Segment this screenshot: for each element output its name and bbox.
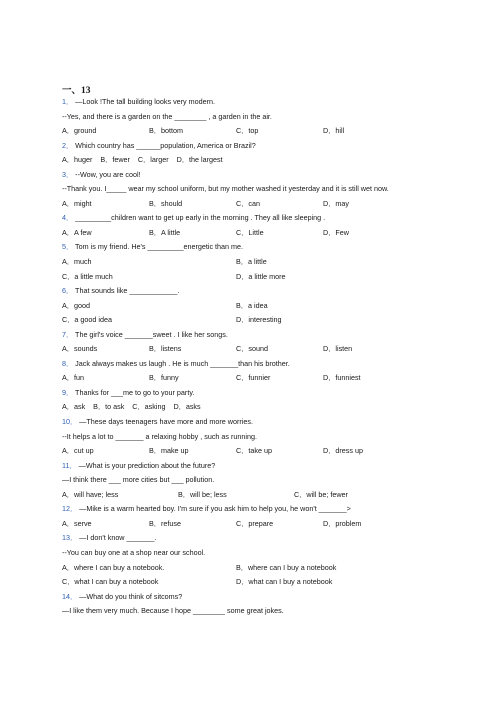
option-d: D．Few: [323, 227, 349, 237]
question-list: [62, 95, 442, 619]
question-10-options: [62, 444, 442, 459]
question-number: 14．: [62, 591, 78, 601]
question-3-reply: --Thank you. I_____ wear my school uniform, but my mother washed it yesterday and it is still wet now.: [62, 184, 389, 194]
question-text: Which country has ______population, America or Brazil?: [73, 140, 256, 150]
question-13-stem: [62, 531, 442, 546]
question-text: The girl's voice _______sweet . I like her songs.: [73, 329, 228, 339]
option-d: D．funniest: [323, 373, 361, 383]
option-c: C．funnier: [236, 373, 271, 383]
question-text: —What is your prediction about the future?: [76, 460, 216, 470]
question-text: Tom is my friend. He's _________energetic than me.: [73, 242, 244, 252]
option-b: B．refuse: [149, 518, 181, 528]
question-14-stem: [62, 590, 442, 605]
question-text: —Mike is a warm hearted boy. I'm sure if you ask him to help you, he won't _______>: [77, 504, 351, 514]
question-2-stem: [62, 139, 442, 154]
question-number: 4．: [62, 213, 74, 223]
option-b: B．make up: [149, 446, 189, 456]
section-title: 一、13: [62, 86, 91, 96]
question-8-stem: [62, 357, 442, 372]
option-b: B．a idea: [236, 300, 268, 310]
question-1-options: [62, 124, 442, 139]
question-13-options-row-2: [62, 575, 442, 590]
option-c: C．sound: [236, 344, 268, 354]
option-b: B．should: [149, 198, 183, 208]
question-4-stem: [62, 211, 442, 226]
question-text: Thanks for ___me to go to your party.: [73, 387, 195, 397]
option-b: B．where can I buy a notebook: [236, 562, 337, 572]
question-6-stem: [62, 284, 442, 299]
question-text: _________children want to get up early in the morning . They all like sleeping .: [73, 213, 326, 223]
question-number: 8．: [62, 358, 74, 368]
question-7-options: [62, 342, 442, 357]
option-c: C．can: [236, 198, 260, 208]
question-number: 3．: [62, 169, 74, 179]
option-d: D．listen: [323, 344, 353, 354]
question-8-options: [62, 371, 442, 386]
option-c: C．prepare: [236, 518, 274, 528]
option-a: A．will have; less: [62, 489, 119, 499]
question-number: 7．: [62, 329, 74, 339]
question-11-stem: [62, 459, 442, 474]
option-a: A．where I can buy a notebook.: [62, 562, 165, 572]
option-d: D．hill: [323, 126, 345, 136]
option-a: A．sounds: [62, 344, 98, 354]
question-4-options: [62, 226, 442, 241]
question-5-stem: [62, 240, 442, 255]
question-14-reply: —I like them very much. Because I hope ________ some great jokes.: [62, 606, 284, 616]
question-13-options-row-1: [62, 561, 442, 576]
question-1-reply: --Yes, and there is a garden on the ________ , a garden in the air.: [62, 111, 272, 121]
question-text: —What do you think of sitcoms?: [77, 591, 183, 601]
question-11-reply: —I think there ___ more cities but ___ pollution.: [62, 475, 215, 485]
question-10-reply: --It helps a lot to _______ a relaxing hobby , such as running.: [62, 431, 257, 441]
question-12-stem: [62, 502, 442, 517]
option-a: A．much: [62, 257, 92, 267]
question-number: 9．: [62, 387, 74, 397]
option-b: B．will be; less: [178, 489, 227, 499]
question-5-options-row-2: [62, 270, 442, 285]
option-a: A．good: [62, 300, 90, 310]
option-a: A．ground: [62, 126, 97, 136]
question-5-options-row-1: [62, 255, 442, 270]
option-d: D．a little more: [236, 271, 286, 281]
question-6-options-row-1: [62, 299, 442, 314]
question-number: 11．: [62, 460, 77, 470]
question-text: —Look !The tall building looks very modern.: [73, 97, 216, 106]
option-b: B．bottom: [149, 126, 183, 136]
option-a: A．A few: [62, 227, 92, 237]
question-number: 5．: [62, 242, 74, 252]
option-a: A．cut up: [62, 446, 94, 456]
question-text: That sounds like ____________.: [73, 286, 180, 296]
option-c: C．a little much: [62, 271, 113, 281]
option-c: C．take up: [236, 446, 272, 456]
option-d: D．may: [323, 198, 349, 208]
question-number: 6．: [62, 286, 74, 296]
option-c: C．top: [236, 126, 259, 136]
question-9-options: A．ask B．to ask C．asking D．asks: [62, 402, 201, 412]
option-d: D．what can I buy a notebook: [236, 577, 333, 587]
question-text: --Wow, you are cool!: [73, 169, 141, 179]
question-9-stem: [62, 386, 442, 401]
option-b: B．funny: [149, 373, 179, 383]
question-7-stem: [62, 328, 442, 343]
question-text: —I don't know _______.: [77, 533, 157, 543]
option-c: C．what I can buy a notebook: [62, 577, 159, 587]
question-number: 12．: [62, 504, 78, 514]
option-b: B．listens: [149, 344, 182, 354]
question-2-options: A．huger B．fewer C．larger D．the largest: [62, 155, 223, 165]
option-a: A．might: [62, 198, 92, 208]
option-b: B．A little: [149, 227, 181, 237]
question-10-stem: [62, 415, 442, 430]
question-number: 1．: [62, 97, 74, 106]
question-number: 2．: [62, 140, 74, 150]
question-number: 10．: [62, 417, 78, 427]
question-12-options: [62, 517, 442, 532]
option-d: D．problem: [323, 518, 362, 528]
option-a: A．fun: [62, 373, 84, 383]
question-13-reply: --You can buy one at a shop near our school.: [62, 547, 206, 557]
option-d: D．dress up: [323, 446, 363, 456]
question-text: —These days teenagers have more and more worries.: [77, 417, 253, 427]
question-3-options: [62, 197, 442, 212]
question-number: 13．: [62, 533, 78, 543]
question-1-stem: [62, 95, 442, 110]
option-d: D．interesting: [236, 315, 282, 325]
question-3-stem: [62, 168, 442, 183]
question-11-options: [62, 488, 442, 503]
question-6-options-row-2: [62, 313, 442, 328]
option-c: C．Little: [236, 227, 264, 237]
question-text: Jack always makes us laugh . He is much _______than his brother.: [73, 358, 290, 368]
option-c: C．will be; fewer: [294, 489, 348, 499]
option-c: C．a good idea: [62, 315, 112, 325]
option-b: B．a little: [236, 257, 267, 267]
option-a: A．serve: [62, 518, 92, 528]
